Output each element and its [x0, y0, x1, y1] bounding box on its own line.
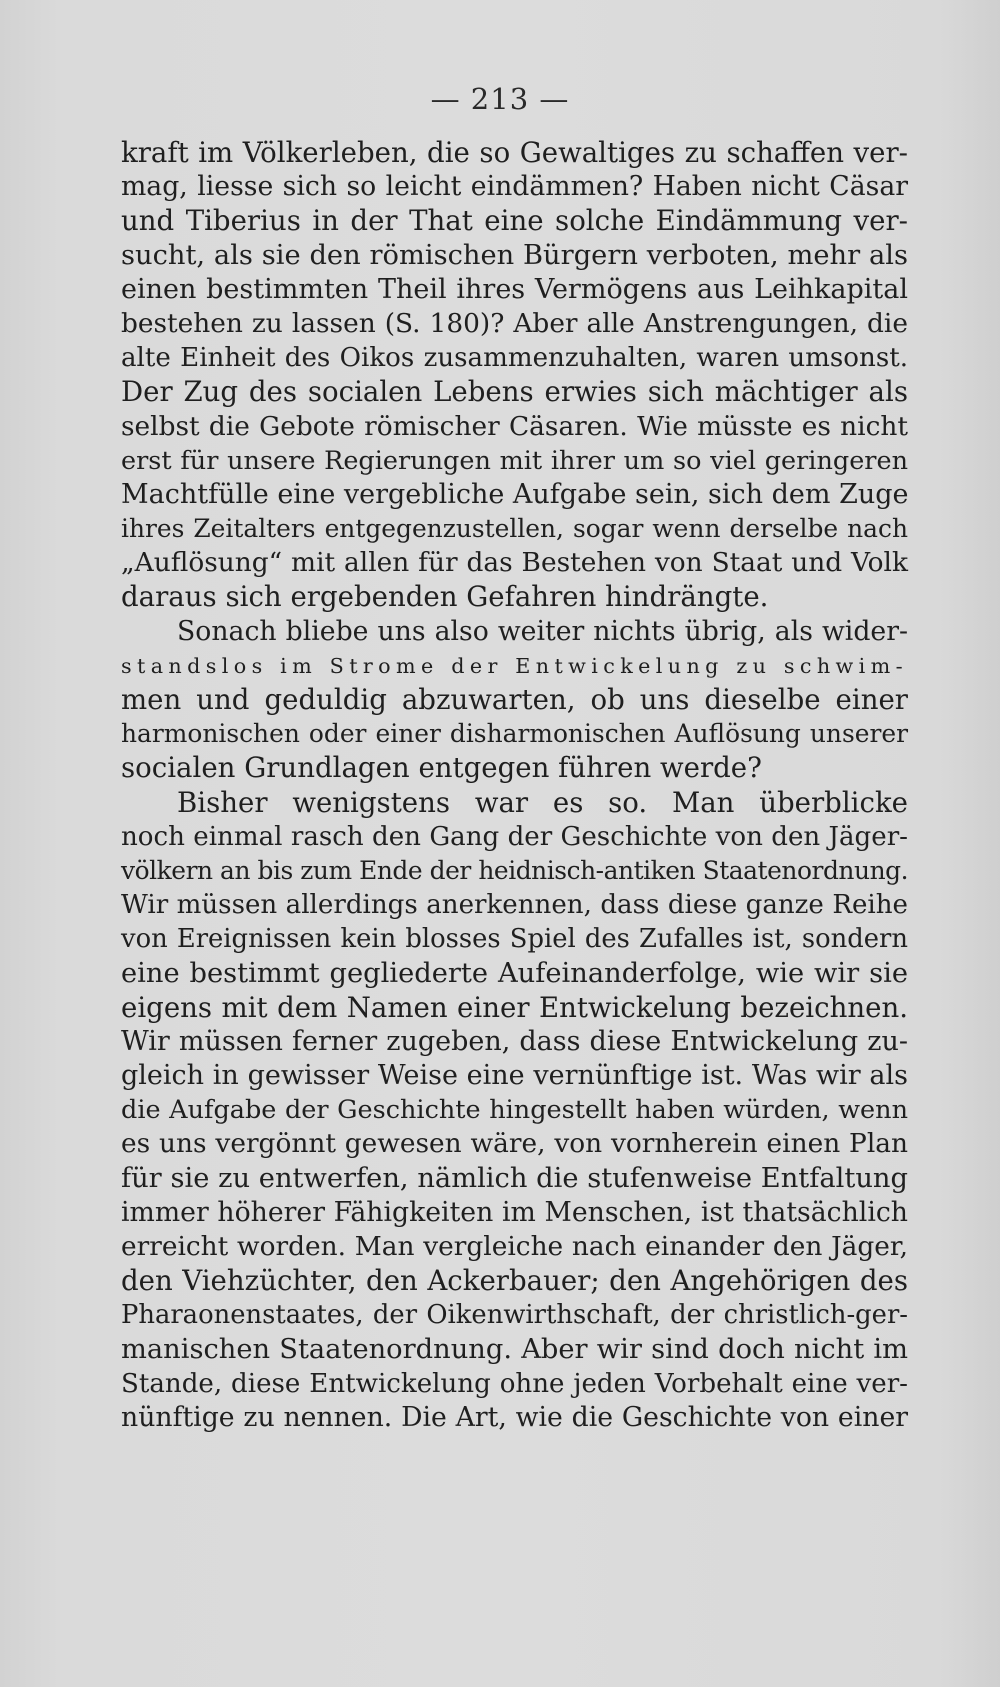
text-line: manischen Staatenordnung. Aber wir sind doch nicht im	[121, 1333, 908, 1365]
text-line: völkern an bis zum Ende der heidnisch-antiken Staatenordnung.	[121, 855, 909, 885]
page-number: — 213 —	[430, 82, 570, 116]
text-line: die Aufgabe der Geschichte hingestellt haben würden, wenn	[121, 1095, 908, 1126]
text-line: Stande, diese Entwickelung ohne jeden Vorbehalt eine ver-	[121, 1368, 908, 1399]
text-line: harmonischen oder einer disharmonischen Auflösung unserer	[121, 719, 908, 749]
text-line: es uns vergönnt gewesen wäre, von vornherein einen Plan	[121, 1128, 908, 1160]
text-line: „Auflösung“ mit allen für das Bestehen von Staat und Volk	[121, 547, 908, 579]
text-line: Wir müssen allerdings anerkennen, dass diese ganze Reihe	[121, 890, 908, 921]
text-line: immer höherer Fähigkeiten im Menschen, ist thatsächlich	[121, 1196, 908, 1228]
body-text	[121, 136, 908, 1435]
text-line: Der Zug des socialen Lebens erwies sich mächtiger als	[121, 375, 908, 409]
text-line: erst für unsere Regierungen mit ihrer um so viel geringeren	[121, 445, 908, 476]
text-line: gleich in gewisser Weise eine vernünftige ist. Was wir als	[121, 1060, 908, 1092]
text-line: und Tiberius in der That eine solche Eindämmung ver-	[121, 204, 908, 238]
text-line: Pharaonenstaates, der Oikenwirthschaft, der christlich-ger-	[121, 1300, 908, 1331]
text-line: eigens mit dem Namen einer Entwickelung bezeichnen.	[121, 990, 908, 1024]
text-line: Wir müssen ferner zugeben, dass diese Entwickelung zu-	[121, 1025, 908, 1057]
text-line: von Ereignissen kein blosses Spiel des Zufalles ist, sondern	[121, 924, 908, 955]
text-line: mag, liesse sich so leicht eindämmen? Haben nicht Cäsar	[121, 171, 908, 203]
text-line: socialen Grundlagen entgegen führen werde?	[121, 751, 762, 785]
text-line: sucht, als sie den römischen Bürgern verboten, mehr als	[121, 239, 908, 271]
text-line: nünftige zu nennen. Die Art, wie die Geschichte von einer	[121, 1401, 908, 1433]
text-line: für sie zu entwerfen, nämlich die stufenweise Entfaltung	[121, 1162, 908, 1194]
text-line: noch einmal rasch den Gang der Geschichte von den Jäger-	[121, 821, 908, 852]
text-line: eine bestimmt gegliederte Aufeinanderfolge, wie wir sie	[121, 957, 908, 989]
text-line: erreicht worden. Man vergleiche nach einander den Jäger,	[121, 1231, 908, 1262]
text-line: Bisher wenigstens war es so. Man überblicke	[177, 785, 908, 819]
text-line: bestehen zu lassen (S. 180)? Aber alle Anstrengungen, die	[121, 307, 908, 339]
text-line: selbst die Gebote römischer Cäsaren. Wie müsste es nicht	[121, 410, 908, 442]
text-line: kraft im Völkerleben, die so Gewaltiges zu schaffen ver-	[121, 136, 908, 169]
text-line: den Viehzüchter, den Ackerbauer; den Angehörigen des	[121, 1264, 908, 1298]
text-line: men und geduldig abzuwarten, ob uns dieselbe einer	[121, 683, 908, 716]
text-line: Machtfülle eine vergebliche Aufgabe sein, sich dem Zuge	[121, 478, 909, 510]
text-line: einen bestimmten Theil ihres Vermögens aus Leihkapital	[121, 273, 908, 305]
text-line: alte Einheit des Oikos zusammenzuhalten, waren umsonst.	[121, 343, 908, 374]
text-line: ihres Zeitalters entgegenzustellen, sogar wenn derselbe nach	[121, 514, 908, 544]
text-line: daraus sich ergebenden Gefahren hindrängte.	[121, 580, 769, 614]
text-line: standslos im Strome der Entwickelung zu schwim-	[121, 653, 908, 678]
text-line: Sonach bliebe uns also weiter nichts übrig, als wider-	[177, 615, 908, 647]
